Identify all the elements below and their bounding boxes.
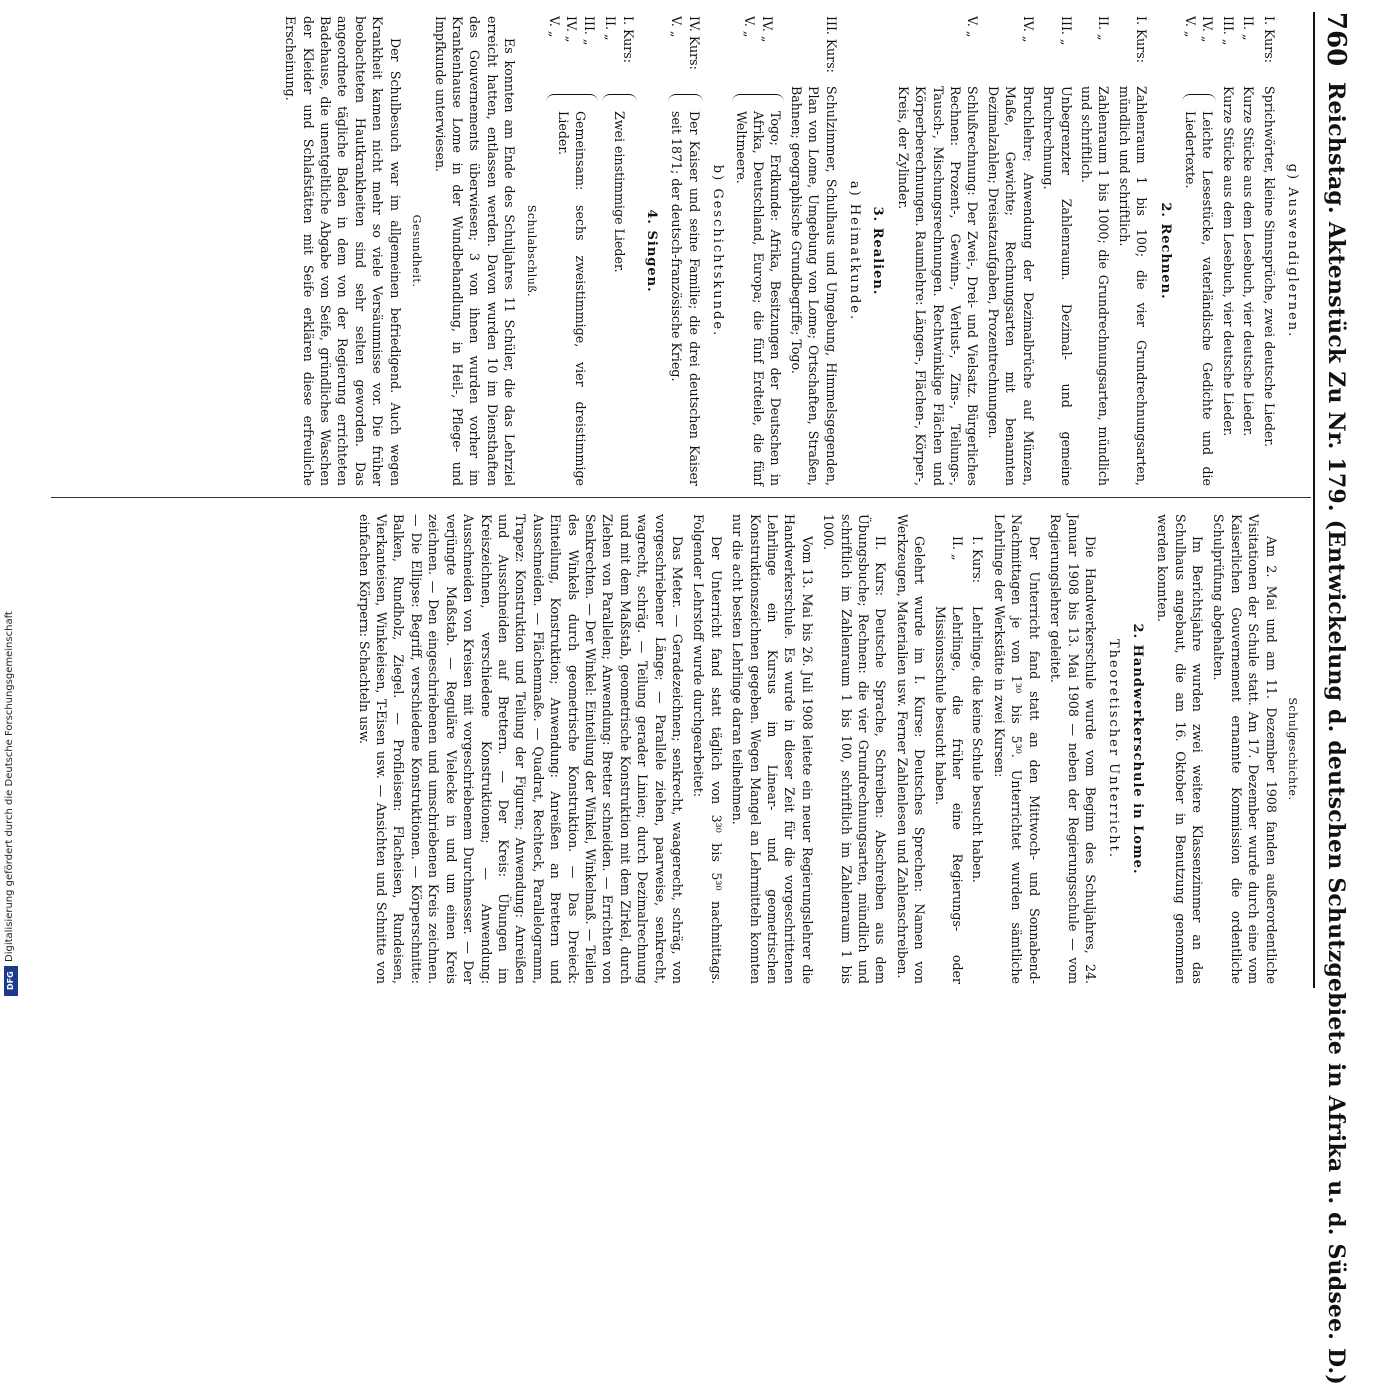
- brace: [602, 94, 637, 105]
- brace-group: [668, 16, 703, 486]
- right-column: [351, 514, 1307, 984]
- section-heading-handwerkerschule: 2. Handwerkerschule in Lome.: [1129, 623, 1145, 875]
- course-label: I. Kurs:: [1261, 16, 1277, 63]
- course-label: V. „: [965, 16, 981, 38]
- course-label: IV. „: [1020, 16, 1036, 43]
- list-item: [894, 16, 981, 486]
- digitization-credit: [2, 0, 20, 1000]
- list-item: [931, 514, 966, 984]
- list-item: [985, 16, 1037, 486]
- course-label: III. „: [1058, 16, 1074, 46]
- course-text: Togo; Erdkunde: Afrika, Besitzungen der Deutschen in Afrika, Deutschland, Europa; die fünf Erdteile, die fünf Weltmeere.: [733, 111, 784, 486]
- course-label: II. „: [950, 536, 966, 561]
- course-label: IV. „: [759, 16, 775, 43]
- course-text: Der Kaiser und seine Familie; die drei deutschen Kaiser seit 1871; der deutsch-französische Krieg.: [669, 111, 702, 486]
- list-item: [1219, 16, 1236, 486]
- brace-group: [546, 16, 598, 486]
- list-item: [1040, 16, 1075, 486]
- paragraph: Am 2. Mai und am 11. Dezember 1908 fanden außerordentliche Visitationen der Schule statt. Am 17. Dezember wurde durch eine vom Kaiserlichen Gouvernement ernannte Kommission die ordentliche Schulprüfung abgehalten.: [1211, 514, 1279, 984]
- list-item: [1260, 16, 1277, 486]
- paragraph: Der Unterricht fand statt täglich von 3³⁰ bis 5³⁰ nachmittags. Folgender Lehrstoff wurde durchgearbeitet:: [691, 514, 724, 984]
- brace: [732, 94, 784, 105]
- header-rule: [1313, 12, 1315, 988]
- course-text: Lehrlinge, die keine Schule besucht haben.: [970, 606, 986, 883]
- section-heading-schulabschluss: Schulabschluß.: [524, 204, 538, 298]
- dfg-logo: DFG: [4, 966, 18, 996]
- brace: [546, 94, 598, 105]
- section-heading-gesundheit: Gesundheit.: [410, 214, 424, 288]
- list-item: [787, 16, 839, 486]
- course-text: Kurze Stücke aus dem Lesebuch, vier deutsche Lieder.: [1241, 86, 1257, 437]
- course-text: Schulzimmer, Schulhaus und Umgebung, Himmelsgegenden, Plan von Lome, Umgebung von Lome; Ortschaften, Straßen, Bahnen; geographische Grundbegriffe; Togo.: [788, 86, 839, 486]
- page-header: [1319, 12, 1353, 1385]
- course-label: IV. „: [564, 16, 580, 43]
- paragraph: Vom 13. Mai bis 26. Juli 1908 leitete ein neuer Regierungslehrer die Handwerkerschule. Es wurde in dieser Zeit für die vorgeschrittenen Lehrlinge ein Kursus im Linear- und geometrischen Konstruktionszeichnen gegeben. Wegen Mangel an Lehrmitteln konnten nur die acht besten Lehrlinge daran teilnehmen.: [730, 514, 815, 984]
- paragraph: Im Berichtsjahre wurden zwei weitere Klassenzimmer an das Schulhaus angebaut, die am 16. Oktober in Benutzung genommen werden konnten.: [1155, 514, 1205, 984]
- course-label: II. „: [603, 16, 619, 41]
- page-title: Reichstag. Aktenstück Zu Nr. 179. (Entwickelung d. deutschen Schutzgebiete in Afrika u. d. Südsee. D.): [1323, 82, 1349, 1385]
- section-heading-singen: 4. Singen.: [644, 209, 659, 293]
- course-text: Zwei einstimmige Lieder.: [611, 111, 627, 273]
- paragraph: Das Meter. — Geradezeichnen; senkrecht, waagerecht, schräg, von vorgeschriebener Länge; — Parallele ziehen, paarweise, senkrecht, wagrecht, schräg. — Teilung gerader Linien; durch Dezimalrechnung und mit dem Maßstab, geometrische Konstruktion mit dem Zirkel, durch Ziehen von Parallelen; Anwendung: Bretter schneiden. — Errichten von Senkrechten. — Der Winkel: Einteilung der Winkel, Winkelmaß. — Teilen des Winkels durch geometrische Konstruktion. — Das Dreieck: Einteilung, Konstruktion; Anwendung: Anreißen an Brettern und Ausschneiden. — Flächenmaße. — Quadrat, Rechteck, Parallelogramm, Trapez: Konstruktion und Teilung der Figuren; Anwendung: Anreißen und Ausschneiden auf Brettern. — Der Kreis: Übungen im Kreiszeichnen, verschiedene Konstruktionen; — Anwendung: Ausschneiden von Kreisen mit vorgeschriebenem Durchmesser. — Der verjüngte Maßstab. — Reguläre Vielecke in und um einen Kreis zeichnen. — Den eingeschriebenen und umschriebenen Kreis zeichnen. — Die Ellipse: Begriff, verschiedene Konstruktionen. — Körperschnitte: Balken, Rundholz, Ziegel. — Profileisen: Flacheisen, Rundeisen, Vierkanteisen, Winkeleisen, T-Eisen usw. — Ansichten und Schnitte von einfachen Körpern: Schachteln usw.: [356, 514, 685, 984]
- subsection-heading-geschichtskunde: b) Geschichtskunde.: [710, 164, 726, 338]
- course-text: Gemeinsam: sechs zweistimmige, vier dreistimmige Lieder.: [555, 111, 589, 486]
- course-label: V. „: [669, 16, 685, 38]
- left-column: [278, 16, 1307, 486]
- list-item: [1078, 16, 1113, 486]
- course-label: II. „: [1241, 16, 1257, 41]
- paragraph: Der Schulbesuch war im allgemeinen befriedigend. Auch wegen Krankheit kamen nicht mehr so viele Versäumnisse vor. Die früher beobachteten Hautkrankheiten sind sehr selten geworden. Das angeordnete tägliche Baden in dem von der Regierung errichteten Badehause, die unentgeltliche Abgabe von Seife, gründliches Waschen der Kleider und Schlafstätten mit Seife erklären diese erfreuliche Erscheinung.: [283, 16, 403, 486]
- list-item: [1115, 16, 1150, 486]
- brace-group: [602, 16, 637, 486]
- course-text: Kurze Stücke aus dem Lesebuch, vier deutsche Lieder.: [1220, 86, 1236, 437]
- course-label: I. Kurs:: [970, 536, 986, 583]
- course-text: Sprichwörter, kleine Sinnsprüche, zwei deutsche Lieder.: [1261, 86, 1277, 447]
- section-heading-schulgeschichte: Schulgeschichte.: [1286, 697, 1299, 801]
- course-text: Leichte Lesestücke, vaterländische Gedichte und die Liedertexte.: [1182, 111, 1216, 486]
- course-label: III. Kurs:: [823, 16, 839, 73]
- course-text: Bruchlehre; Anwendung der Dezimalbrüche auf Münzen, Maße, Gewichte; Rechnungsarten mit benannten Dezimalzahlen; Dreisatzaufgaben, Prozentrechnungen.: [985, 86, 1036, 486]
- paragraph: Die Handwerkerschule wurde vom Beginn des Schuljahres, 24. Januar 1908 bis 13. Mai 1908 — neben der Regierungsschule — vom Regierungslehrer geleitet.: [1048, 514, 1098, 984]
- course-label: V. „: [1182, 16, 1198, 38]
- section-heading-rechnen: 2. Rechnen.: [1157, 202, 1173, 300]
- course-label: V. „: [742, 16, 758, 38]
- brace-group: [1182, 16, 1217, 486]
- course-label: III. „: [581, 16, 597, 46]
- subsection-heading-heimatkunde: a) Heimatkunde.: [847, 180, 863, 322]
- brace: [668, 94, 703, 105]
- course-text: Unbegrenzter Zahlenraum. Dezimal- und gemeine Bruchrechnung.: [1041, 86, 1074, 486]
- page-number: 760: [1321, 12, 1351, 67]
- course-label: I. Kurs:: [1134, 16, 1150, 63]
- paragraph: Es konnten am Ende des Schuljahres 11 Schüler, die das Lehrziel erreicht hatten, entlassen werden. Davon wurden 10 im Diensthaften des Gouvernements überwiesen; 3 von ihnen wurden vorher im Krankenhause Lome in der Wundbehandlung, in Heil-, Pflege- und Impfkunde unterwiesen.: [432, 16, 518, 486]
- paragraph: II. Kurs: Deutsche Sprache, Schreiben: Abschreiben aus dem Übungsbuche; Rechnen: die vier Grundrechnungsarten, mündlich und schriftlich im Zahlenraum 1 bis 100, schriftlich im Zahlenraum 1 bis 1000.: [821, 514, 889, 984]
- course-label: I. Kurs:: [620, 16, 636, 63]
- list-item: [1240, 16, 1257, 486]
- column-divider: [51, 497, 1311, 498]
- paragraph: Der Unterricht fand statt an den Mittwoch- und Sonnabend-Nachmittagen je von 1³⁰ bis 5³⁰. Unterrichtet wurden sämtliche Lehrlinge der Werkstätte in zwei Kursen:: [991, 514, 1042, 984]
- list-item: [969, 514, 986, 984]
- course-text: Zahlenraum 1 bis 1000; die Grundrechnungsarten, mündlich und schriftlich.: [1078, 86, 1112, 486]
- credit-text: Digitalisierung gefördert durch die Deutsche Forschungsgemeinschaft: [4, 611, 15, 962]
- course-label: IV. Kurs:: [686, 16, 702, 70]
- course-text: Schlußrechnung: Der Zwei-, Drei- und Vielsatz. Bürgerliches Rechnen: Prozent-, Gewinn-, Verlust-, Zins-, Teilungs-, Tausch-, Mischungsrechnungen. Rechtwinklige Flächen und Körperberechnungen. Raumlehre: Längen-, Flächen-, Körper-, Kreis, der Zylinder.: [895, 86, 981, 486]
- brace: [1182, 94, 1217, 105]
- course-text: Lehrlinge, die früher eine Regierungs- oder Missionsschule besucht haben.: [932, 606, 966, 984]
- course-text: Zahlenraum 1 bis 100; die vier Grundrechnungsarten, mündlich und schriftlich.: [1116, 86, 1150, 486]
- section-heading-auswendiglernen: g) Auswendiglernen.: [1285, 163, 1300, 339]
- course-label: V. „: [546, 16, 562, 38]
- paragraph: Gelehrt wurde im I. Kurse: Deutsches Sprechen: Namen von Werkzeugen, Materialien usw. Ferner Zahlenlesen und Zahlenschreiben.: [894, 514, 928, 984]
- subsection-heading-theoretischer-unterricht: Theoretischer Unterricht.: [1106, 638, 1122, 860]
- course-label: III. „: [1220, 16, 1236, 46]
- section-heading-realien: 3. Realien.: [870, 206, 886, 296]
- course-label: IV. „: [1200, 16, 1216, 43]
- brace-group: [732, 16, 784, 486]
- course-label: II. „: [1096, 16, 1112, 41]
